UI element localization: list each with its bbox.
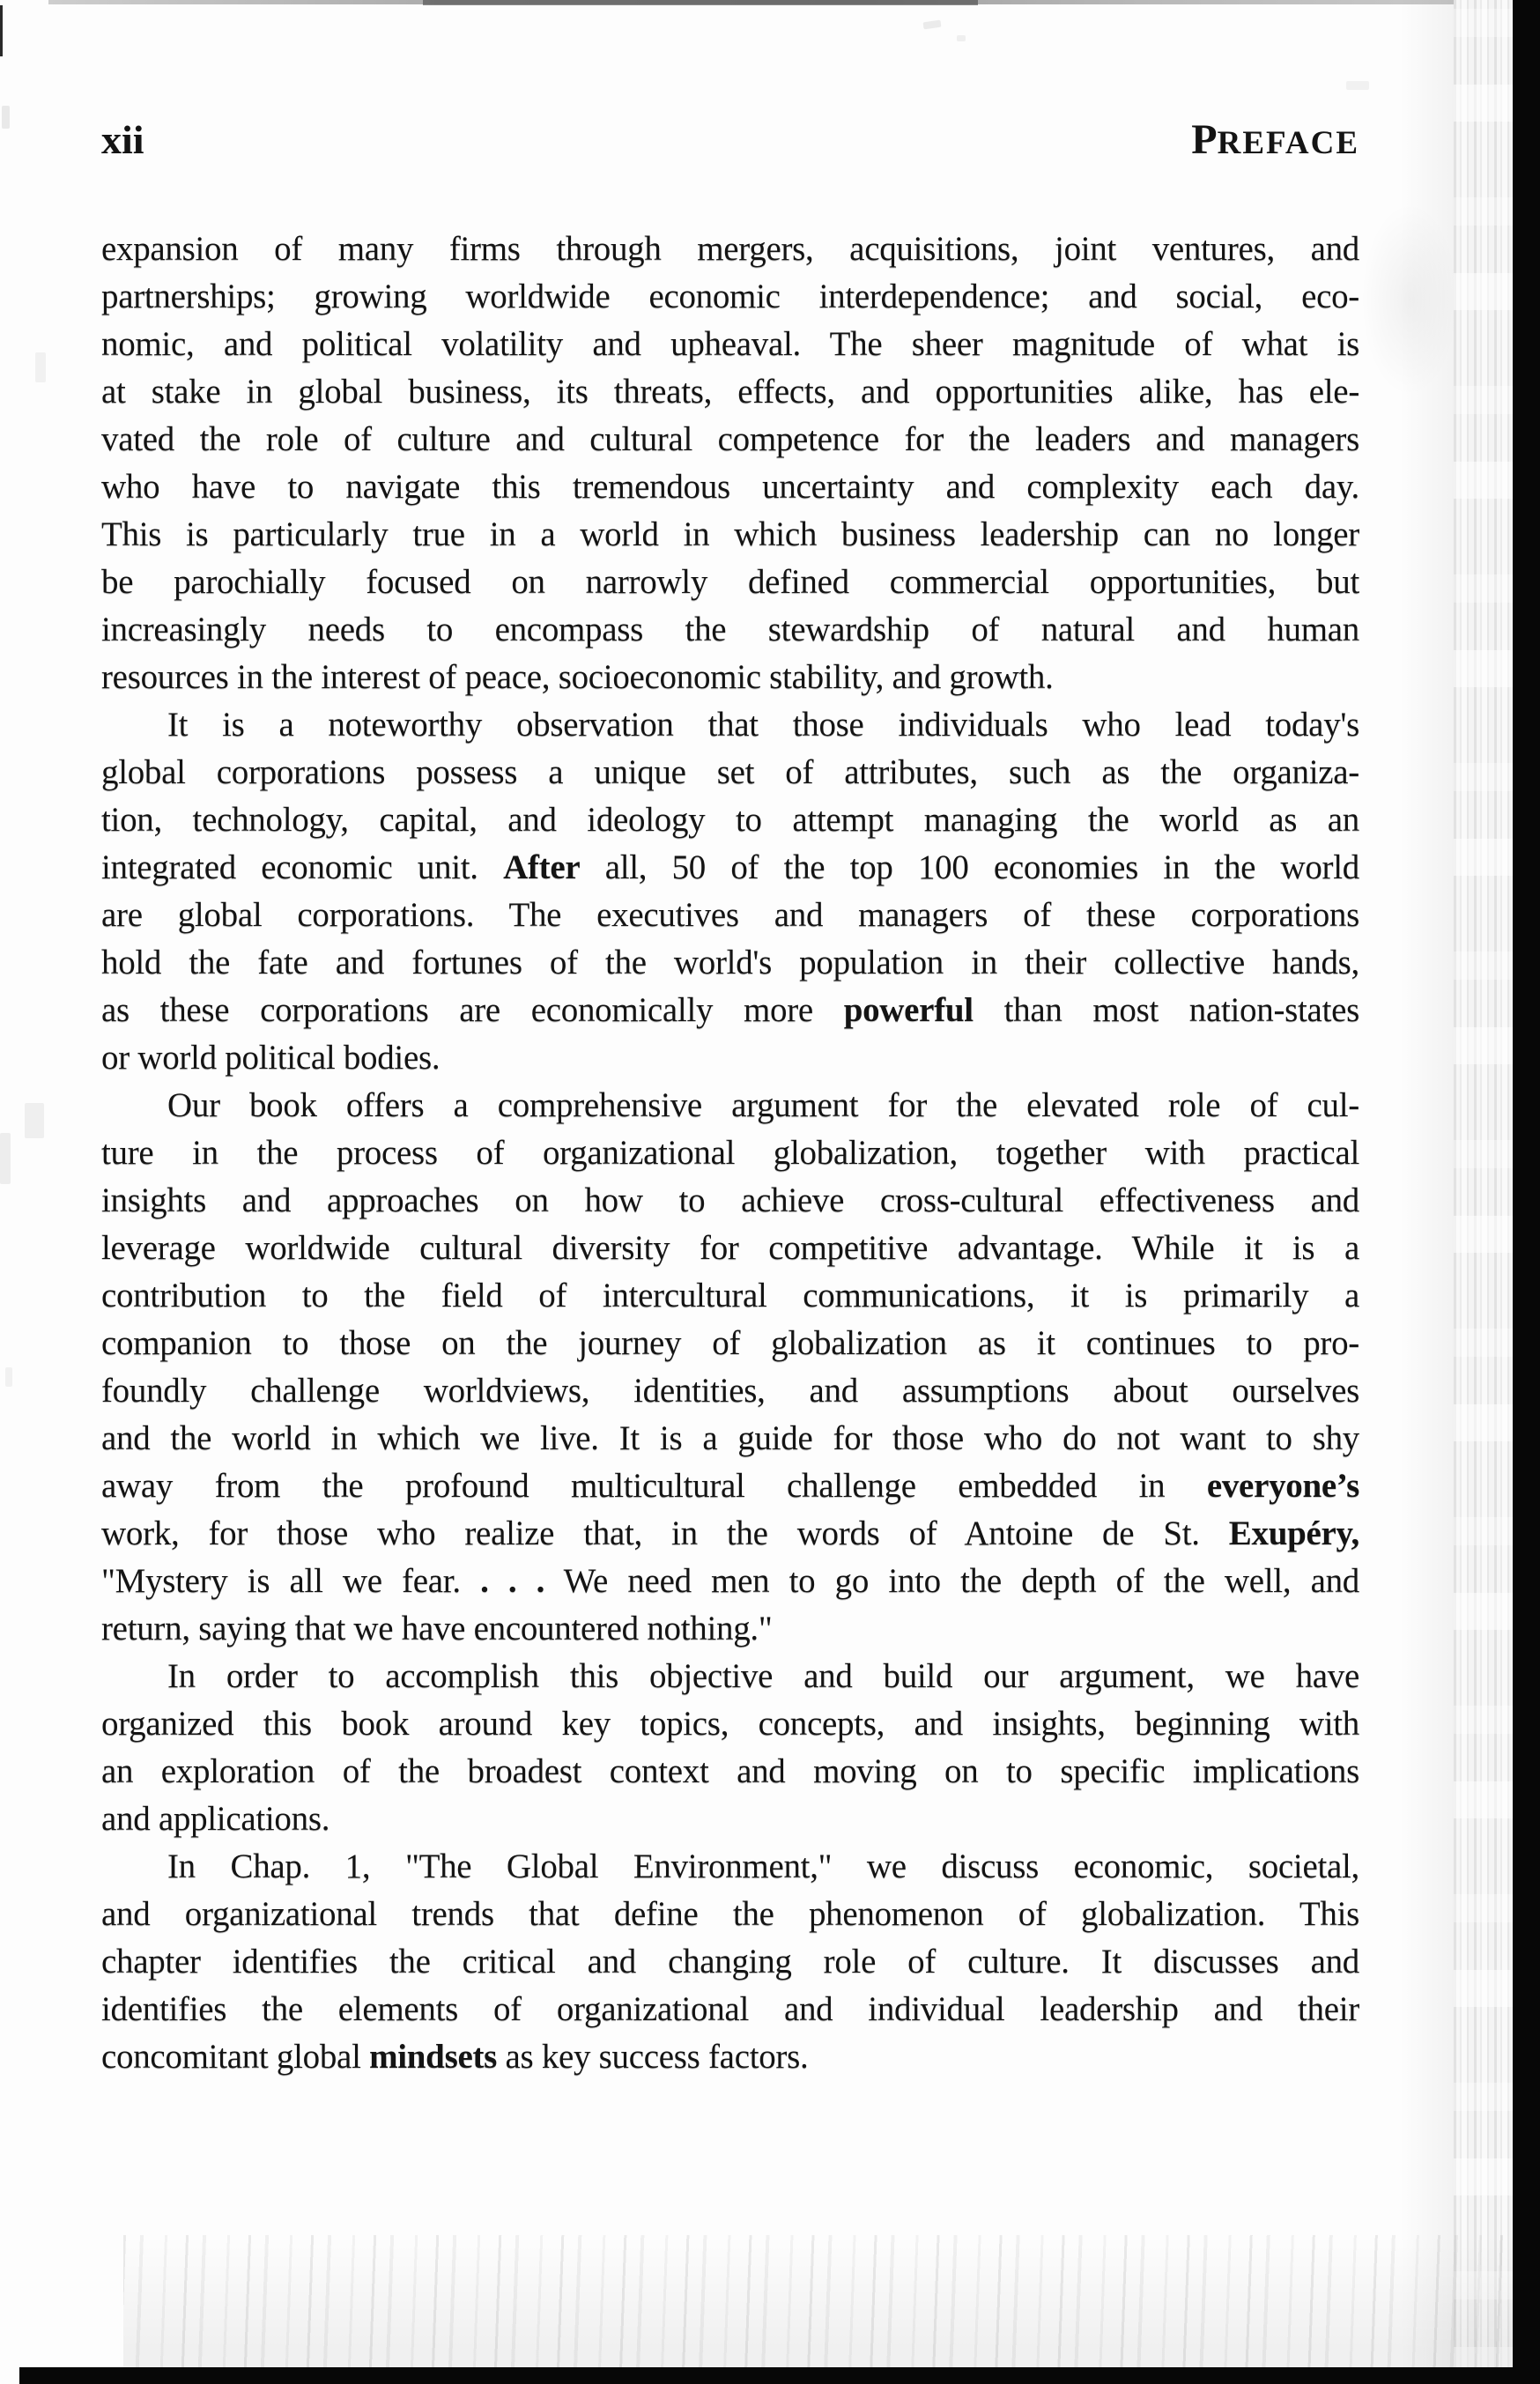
text-line: chapter identifies the critical and changing role of culture. It discusses and	[101, 1943, 1359, 1980]
text-line: identifies the elements of organizational and individual leadership and their	[101, 1990, 1359, 2028]
text-line: leverage worldwide cultural diversity for competitive advantage. While it is a	[101, 1229, 1359, 1267]
scan-smudge	[35, 352, 46, 382]
text-line: In order to accomplish this objective and build our argument, we have	[167, 1657, 1359, 1695]
text-line: who have to navigate this tremendous uncertainty and complexity each day.	[101, 468, 1359, 506]
text-line: hold the fate and fortunes of the world's population in their collective hands,	[101, 944, 1359, 981]
text-line: insights and approaches on how to achieve cross-cultural effectiveness and	[101, 1181, 1359, 1219]
text-line: companion to those on the journey of globalization as it continues to pro-	[101, 1324, 1359, 1362]
text-line: work, for those who realize that, in the words of Antoine de St. Exupéry,	[101, 1514, 1359, 1552]
text-line: It is a noteworthy observation that those individuals who lead today's	[167, 706, 1359, 744]
paragraph	[101, 226, 1359, 701]
scan-smudge	[5, 1367, 12, 1387]
text-line: In Chap. 1, "The Global Environment," we discuss economic, societal,	[167, 1847, 1359, 1885]
text-line: at stake in global business, its threats, effects, and opportunities alike, has ele-	[101, 373, 1359, 411]
paragraph	[101, 1082, 1359, 1653]
text-line: as these corporations are economically more powerful than most nation-states	[101, 991, 1359, 1029]
running-head	[705, 118, 1359, 172]
text-line: increasingly needs to encompass the stewardship of natural and human	[101, 611, 1359, 648]
text-line: expansion of many firms through mergers, acquisitions, joint ventures, and	[101, 230, 1359, 268]
text-line: contribution to the field of intercultural communications, it is primarily a	[101, 1277, 1359, 1314]
scan-black-band-bottom	[19, 2367, 1540, 2384]
scan-paper-edge-texture	[1454, 0, 1513, 2384]
text-line: vated the role of culture and cultural competence for the leaders and managers	[101, 420, 1359, 458]
text-line: concomitant global mindsets as key success factors.	[101, 2038, 809, 2076]
text-line: an exploration of the broadest context and moving on to specific implications	[101, 1752, 1359, 1790]
text-line: and the world in which we live. It is a guide for those who do not want to shy	[101, 1419, 1359, 1457]
scan-smudge	[0, 1133, 11, 1184]
scan-smudge	[957, 35, 966, 41]
body-text	[101, 226, 1359, 2081]
scan-black-band-right	[1513, 0, 1540, 2384]
text-line: resources in the interest of peace, socioeconomic stability, and growth.	[101, 658, 1054, 696]
text-line: nomic, and political volatility and upheaval. The sheer magnitude of what is	[101, 325, 1359, 363]
text-line: tion, technology, capital, and ideology to attempt managing the world as an	[101, 801, 1359, 839]
scan-edge-top-dark	[423, 0, 978, 5]
text-line: return, saying that we have encountered nothing."	[101, 1610, 773, 1647]
scan-smudge	[2, 106, 10, 129]
scan-smudge	[923, 20, 942, 30]
text-line: be parochially focused on narrowly defined commercial opportunities, but	[101, 563, 1359, 601]
scan-smudge	[25, 1103, 44, 1138]
scan-shadow-right	[1399, 0, 1454, 2384]
text-line: away from the profound multicultural challenge embedded in everyone’s	[101, 1467, 1359, 1505]
text-line: integrated economic unit. After all, 50 of the top 100 economies in the world	[101, 848, 1359, 886]
text-line: partnerships; growing worldwide economic interdependence; and social, eco-	[101, 278, 1359, 315]
text-line: and applications.	[101, 1800, 330, 1838]
text-line: or world political bodies.	[101, 1039, 441, 1077]
text-line: are global corporations. The executives and managers of these corporations	[101, 896, 1359, 934]
text-line: This is particularly true in a world in which business leadership can no longer	[101, 515, 1359, 553]
running-head-initial: P	[1191, 116, 1218, 163]
text-line: ture in the process of organizational globalization, together with practical	[101, 1134, 1359, 1172]
paragraph	[101, 1843, 1359, 2081]
scan-smudge	[1346, 81, 1369, 90]
paragraph	[101, 1653, 1359, 1843]
running-head-rest: REFACE	[1217, 125, 1359, 161]
scan-mark-left	[0, 5, 3, 56]
text-line: and organizational trends that define the phenomenon of globalization. This	[101, 1895, 1359, 1933]
paragraph	[101, 701, 1359, 1082]
text-line: global corporations possess a unique set of attributes, such as the organiza-	[101, 753, 1359, 791]
page-number: xii	[101, 117, 144, 162]
text-line: foundly challenge worldviews, identities, and assumptions about ourselves	[101, 1372, 1359, 1410]
text-line: Our book offers a comprehensive argument for the elevated role of cul-	[167, 1086, 1359, 1124]
text-line: "Mystery is all we fear. . . . We need men to go into the depth of the well, and	[101, 1562, 1359, 1600]
scan-paper-edge-texture-bottom	[123, 2235, 1513, 2367]
text-line: organized this book around key topics, concepts, and insights, beginning with	[101, 1705, 1359, 1743]
